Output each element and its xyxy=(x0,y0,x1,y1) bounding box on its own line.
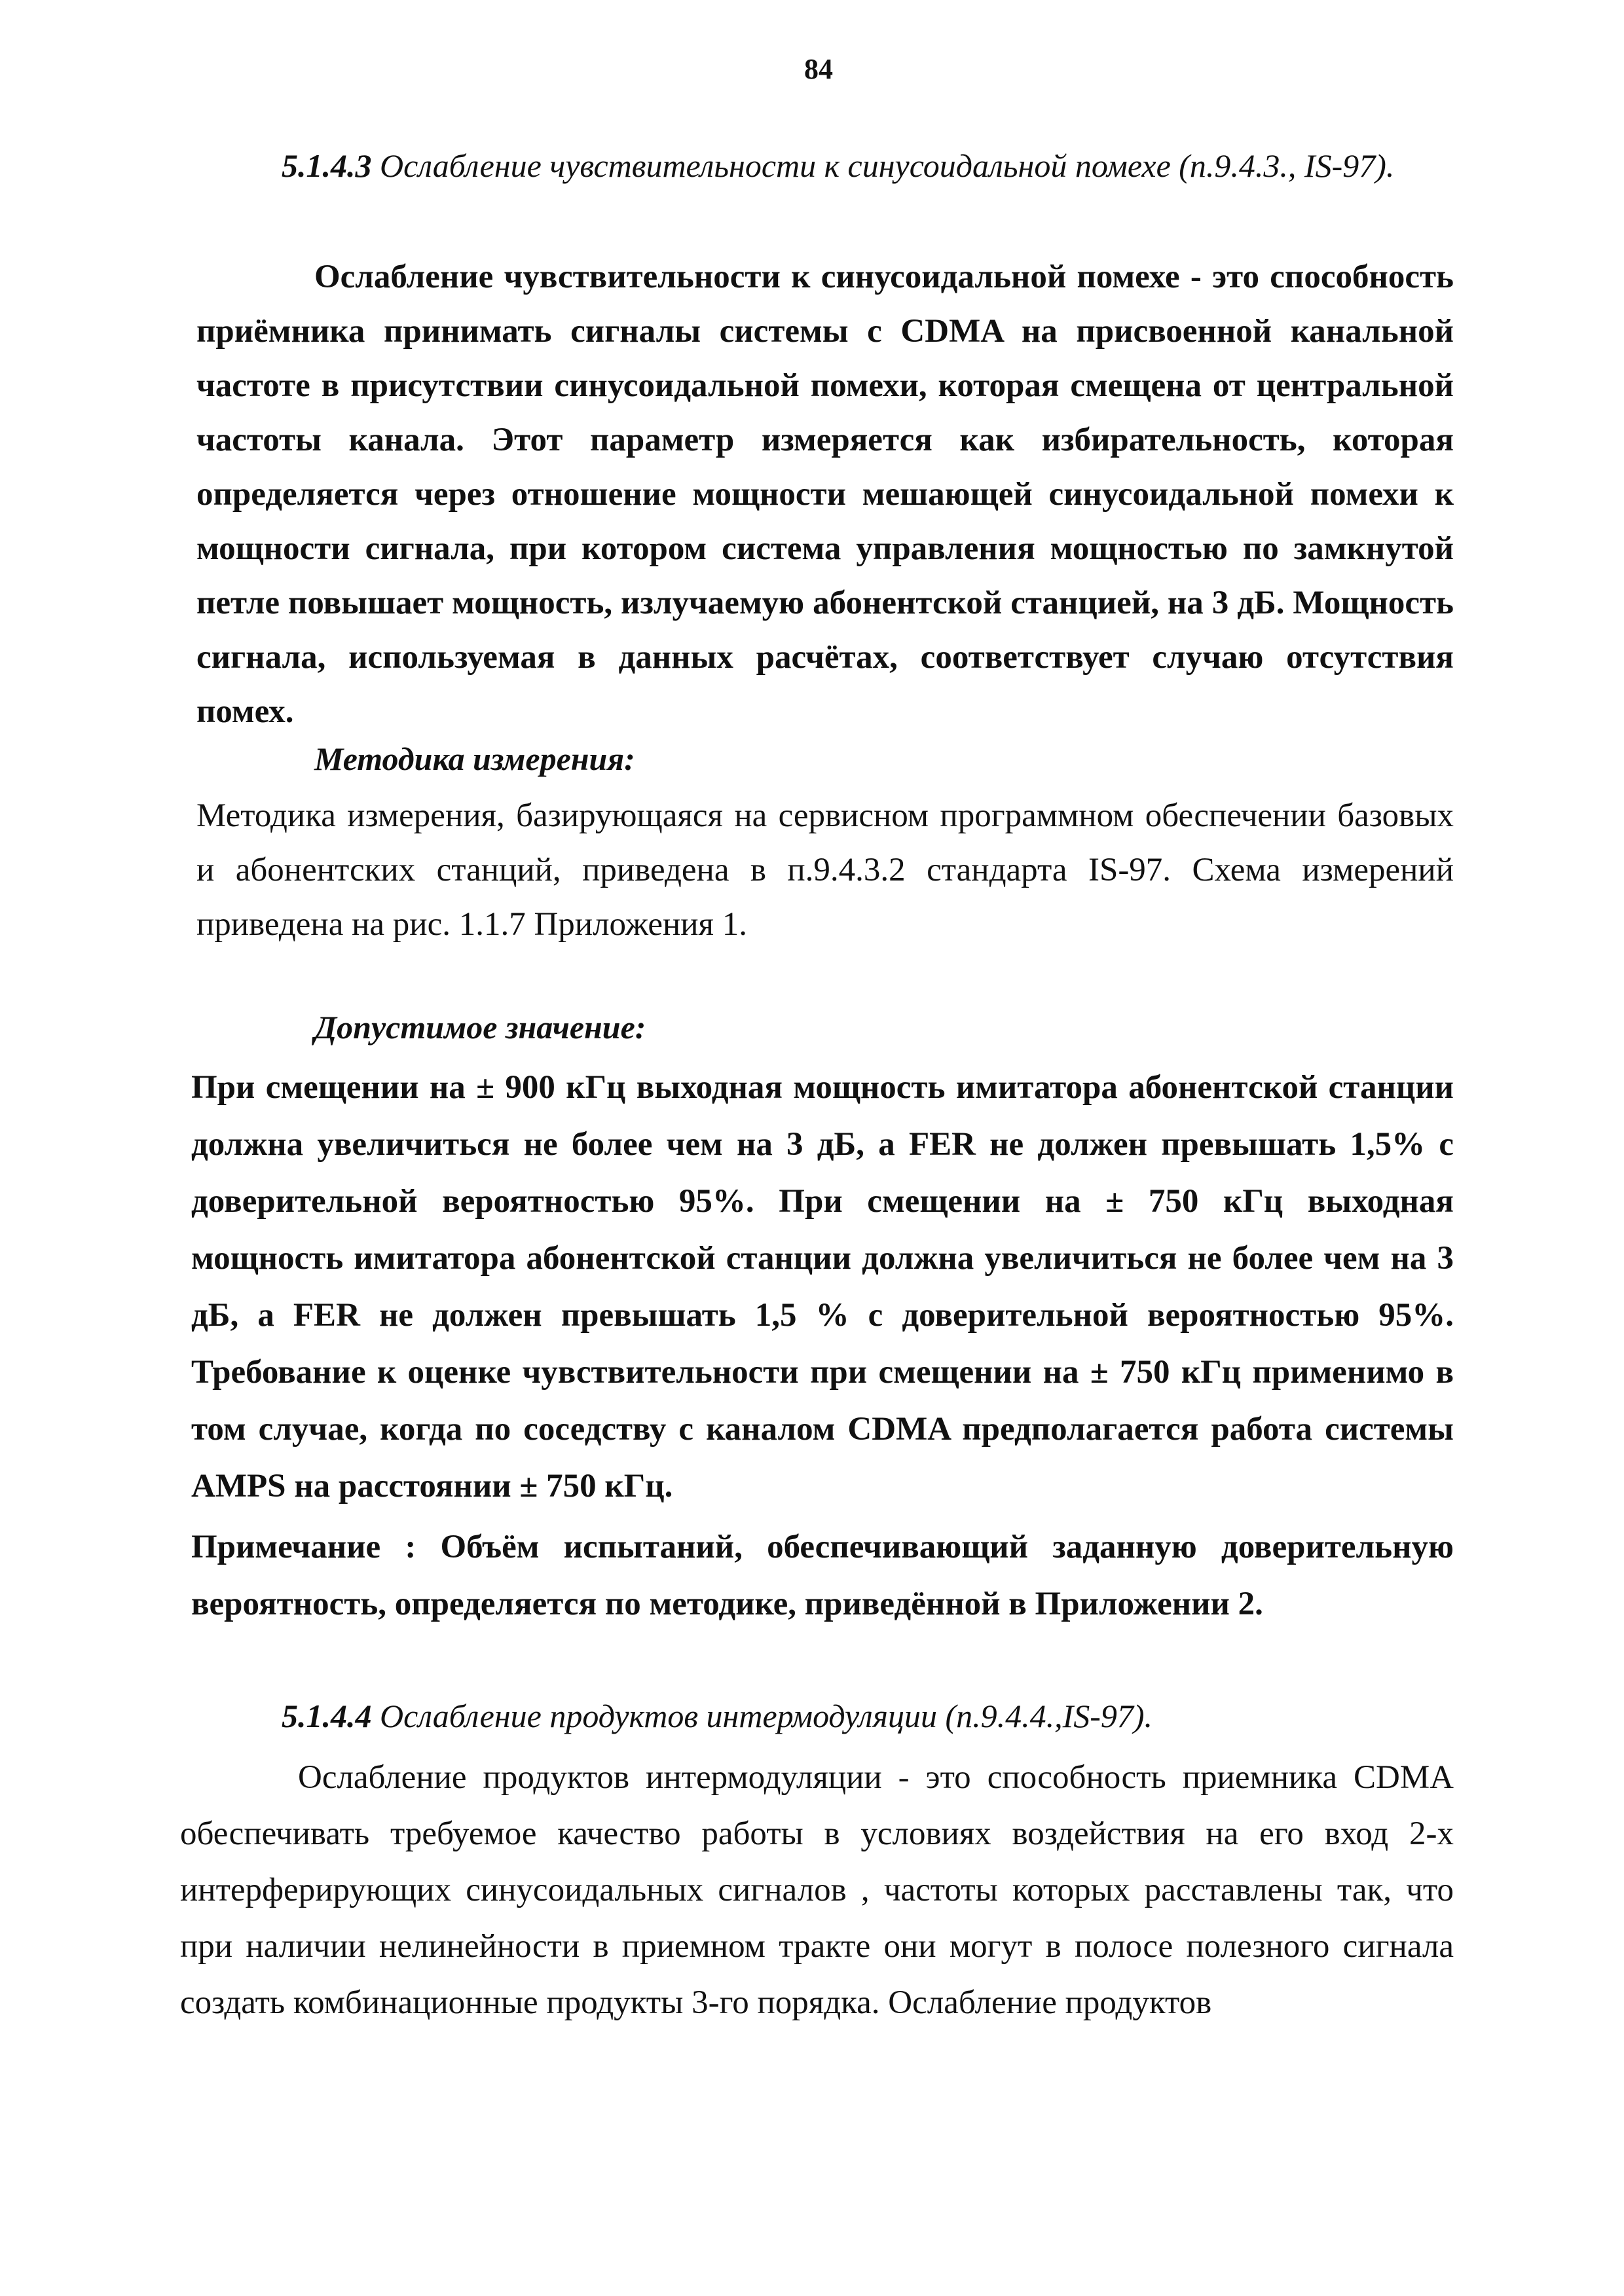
section-5143-heading xyxy=(164,139,1441,192)
allowed-text: При смещении на ± 900 кГц выходная мощность имитатора абонентской станции должна увеличиться не более чем на 3 дБ, а FER не должен превышать 1,5% с доверительной вероятностью 95%. При смещении на ± 750 кГц выходная мощность имитатора абонентской станции должна увеличиться не более чем на 3 дБ, а FER не должен превышать 1,5 % с доверительной вероятностью 95%. Требование к оценке чувствительности при смещении на ± 750 кГц применимо в том случае, когда по соседству с каналом CDMA предполагается работа системы AMPS на расстоянии ± 750 кГц. xyxy=(191,1069,1454,1504)
method-text: Методика измерения, базирующаяся на сервисном программном обеспечении базовых и абонентских станций, приведена в п.9.4.3.2 стандарта IS-97. Схема измерений приведена на рис. 1.1.7 Приложения 1. xyxy=(196,797,1454,943)
allowed-heading: Допустимое значение: xyxy=(314,1009,646,1046)
section-5143-title: Ослабление чувствительности к синусоидальной помехе (п.9.4.3., IS-97). xyxy=(380,147,1395,184)
section-5144-number: 5.1.4.4 xyxy=(282,1698,372,1734)
section-5144-title: Ослабление продуктов интермодуляции (п.9.4.4.,IS-97). xyxy=(380,1698,1153,1734)
method-heading: Методика измерения: xyxy=(314,740,635,777)
page-number: 84 xyxy=(804,53,833,85)
section-5143-number: 5.1.4.3 xyxy=(282,147,372,184)
section-5144-heading xyxy=(282,1689,1460,1743)
section-5143-paragraph: Ослабление чувствительности к синусоидальной помехе - это способность приёмника принимать сигналы системы с CDMA на присвоенной канальной частоте в присутствии синусоидальной помехи, которая смещена от центральной частоты канала. Этот параметр измеряется как избирательность, которая определяется через отношение мощности мешающей синусоидальной помехи к мощности сигнала, при котором система управления мощностью по замкнутой петле повышает мощность, излучаемую абонентской станцией, на 3 дБ. Мощность сигнала, используемая в данных расчётах, соответствует случаю отсутствия помех. xyxy=(196,259,1454,730)
section-5144-paragraph: Ослабление продуктов интермодуляции - это способность приемника CDMA обеспечивать требуемое качество работы в условиях воздействия на его вход 2-х интерферирующих синусоидальных сигналов , частоты которых расставлены так, что при наличии нелинейности в приемном тракте они могут в полосе полезного сигнала создать комбинационные продукты 3-го порядка. Ослабление продуктов xyxy=(180,1759,1454,2021)
note-text: Примечание : Объём испытаний, обеспечивающий заданную доверительную вероятность, определяется по методике, приведённой в Приложении 2. xyxy=(191,1529,1454,1622)
